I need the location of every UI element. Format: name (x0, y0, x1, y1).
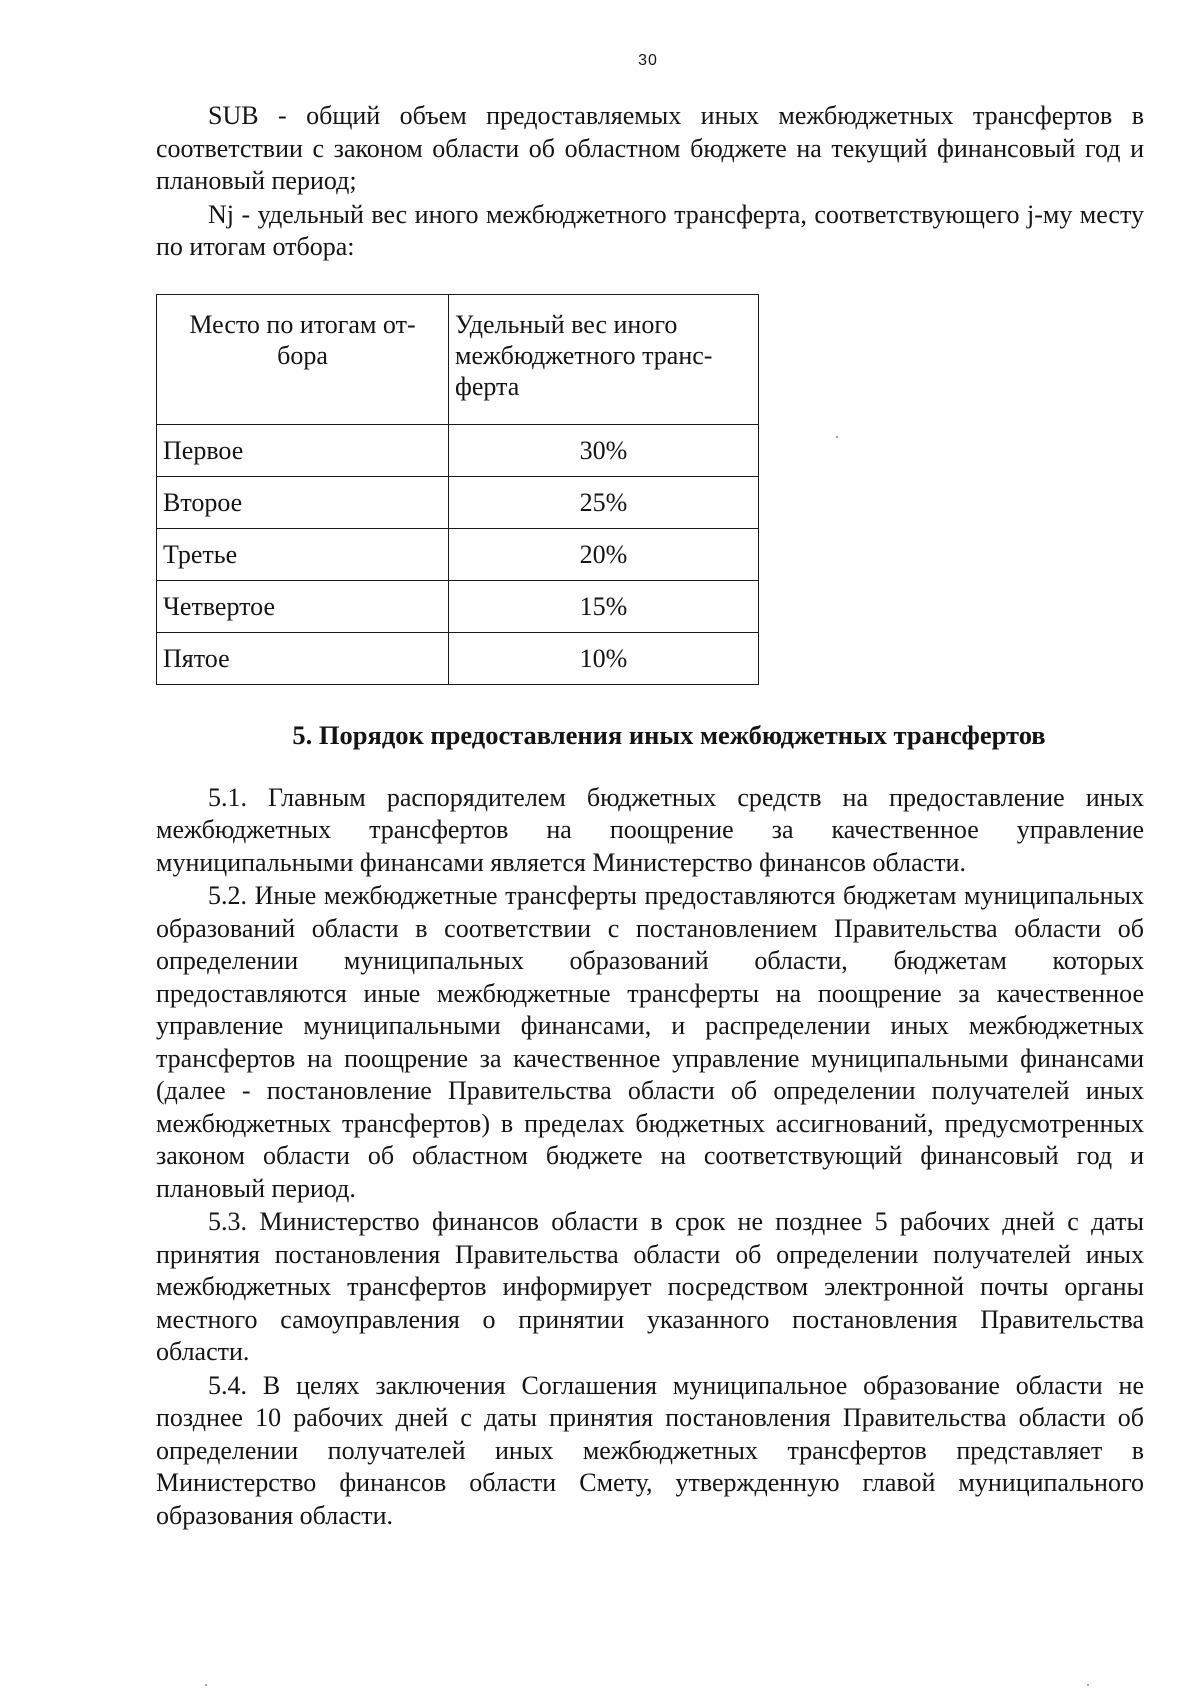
page-number: 30 (638, 52, 658, 69)
row-weight-cell: 25% (449, 476, 759, 528)
table-row (157, 632, 759, 684)
row-weight-cell: 30% (449, 424, 759, 476)
row-place-cell: Второе (157, 476, 449, 528)
weights-table (156, 294, 759, 685)
section-body (156, 782, 1144, 1533)
scan-speck (205, 1684, 207, 1686)
section-heading: 5. Порядок предоставления иных межбюджетных трансфертов (292, 719, 1046, 750)
row-weight-cell: 15% (449, 580, 759, 632)
nj-definition-paragraph: Nj - удельный вес иного межбюджетного трансферта, соответствующего j-му месту по итогам отбора: (156, 199, 1144, 261)
scan-speck (1087, 1684, 1089, 1686)
column-header-weight: Удельный вес иного межбюджетного транс-ферта (449, 294, 759, 424)
clause-5-2-paragraph: 5.2. Иные межбюджетные трансферты предоставляются бюджетам муниципальных образований области в соответствии с постановлением Правительства области об определении муниципальных образований области, бюджетам которых предоставляются иные межбюджетные трансферты на поощрение за качественное управление муниципальными финансами, и распределении иных межбюджетных трансфертов на поощрение за качественное управление муниципальными финансами (далее - постановление Правительства области об определении получателей иных межбюджетных трансфертов) в пределах бюджетных ассигнований, предусмотренных законом области об областном бюджете на соответствующий финансовый год и плановый период. (156, 881, 1144, 1203)
row-weight-cell: 20% (449, 528, 759, 580)
table-row (157, 424, 759, 476)
table-row (157, 580, 759, 632)
document-content (156, 100, 1144, 1532)
clause-5-3-paragraph: 5.3. Министерство финансов области в срок не позднее 5 рабочих дней с даты принятия постановления Правительства области об определении получателей иных межбюджетных трансфертов информирует посредством электронной почты органы местного самоуправления о принятии указанного постановления Правительства области. (156, 1207, 1144, 1366)
row-place-cell: Пятое (157, 632, 449, 684)
row-place-cell: Третье (157, 528, 449, 580)
row-place-cell: Четвертое (157, 580, 449, 632)
clause-5-1-paragraph: 5.1. Главным распорядителем бюджетных средств на предоставление иных межбюджетных трансфертов на поощрение за качественное управление муниципальными финансами является Министерство финансов области. (156, 782, 1144, 877)
column-header-place: Место по итогам от-бора (157, 294, 449, 424)
sub-definition-paragraph: SUB - общий объем предоставляемых иных межбюджетных трансфертов в соответствии с законом области об областном бюджете на текущий финансовый год и плановый период; (156, 101, 1144, 195)
clause-5-4-paragraph: 5.4. В целях заключения Соглашения муниципальное образование области не позднее 10 рабочих дней с даты принятия постановления Правительства области об определении получателей иных межбюджетных трансфертов представляет в Министерство финансов области Смету, утвержденную главой муниципального образования области. (156, 1370, 1144, 1530)
scan-speck (836, 436, 838, 438)
table-row (157, 528, 759, 580)
table-row (157, 476, 759, 528)
table-header-row (157, 294, 759, 424)
row-weight-cell: 10% (449, 632, 759, 684)
row-place-cell: Первое (157, 424, 449, 476)
weights-table-wrapper (156, 294, 758, 685)
